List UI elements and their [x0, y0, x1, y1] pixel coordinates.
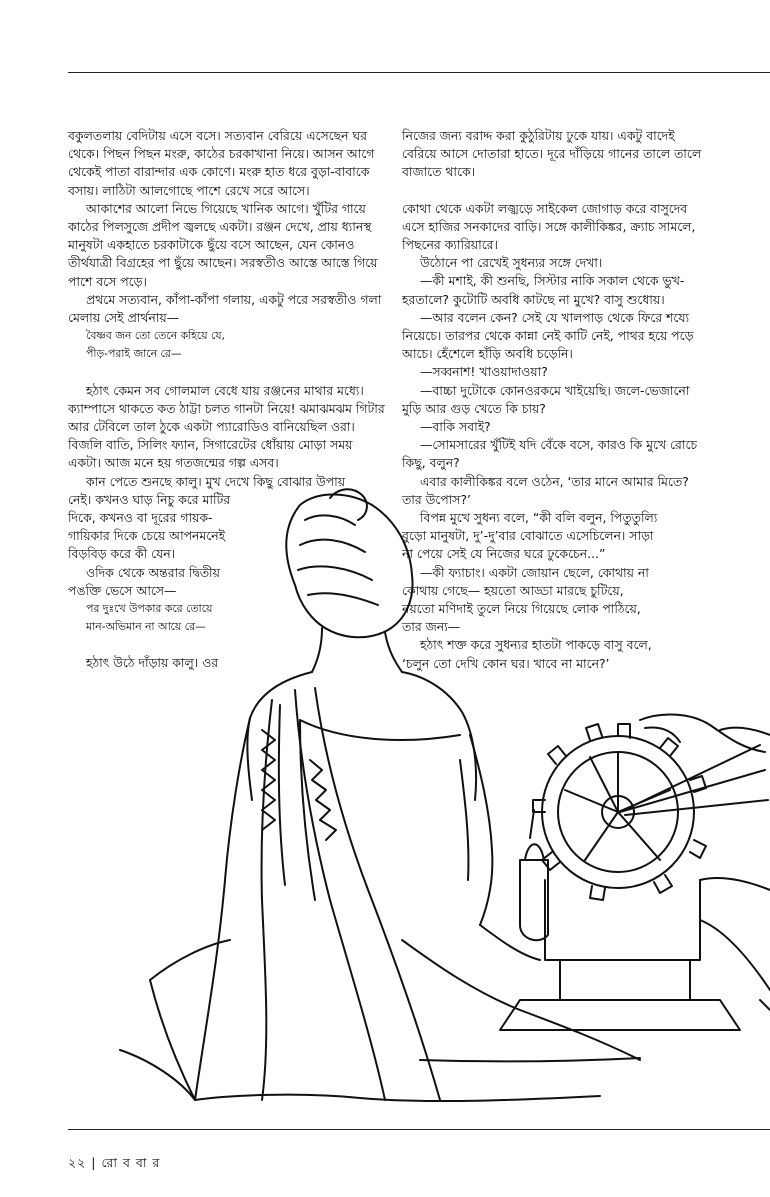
- text-line: বকুলতলায় বেদিটায় এসে বসে। সত্যবান বেরিয়ে এসেছেন ঘর: [68, 128, 367, 143]
- text-line: বিড়বিড় করে কী যেন।: [68, 546, 176, 562]
- text-line: হঠাৎ উঠে দাঁড়ায় কালু। ওর: [86, 655, 219, 671]
- text-line: আচে। হেঁশেলে হাঁড়ি অবধি চড়েনি।: [402, 346, 573, 362]
- text-line: —কী মশাই, কী শুনছি, সিস্টার নাকি সকাল থেকে ভুখ-: [420, 273, 685, 289]
- magazine-name: রো ব বা র: [101, 1155, 161, 1170]
- text-line: প্রথমে সত্যবান, কাঁপা-কাঁপা গলায়, একটু পরে সরস্বতীও গলা: [86, 291, 382, 307]
- top-rule: [68, 72, 770, 73]
- page-footer: [68, 1155, 160, 1175]
- page-number: ২২: [68, 1155, 87, 1170]
- text-line: গায়িকার দিকে চেয়ে আপনমনেই: [68, 528, 226, 544]
- text-line: বিজলি বাতি, সিলিং ফ্যান, সিগারেটের ধোঁয়ায় মোড়া সময়: [68, 437, 353, 453]
- text-line: উঠোনে পা রেখেই সুধন্যর সঙ্গে দেখা।: [420, 255, 603, 271]
- text-line: —সোমসারের খুঁটিই যদি বেঁকে বসে, কারও কি মুখে রোচে: [420, 437, 698, 453]
- text-line: একটা। আজ মনে হয় গতজন্মের গল্প এসব।: [68, 455, 279, 471]
- verse-line: পীড়-পরাই জানে রে—: [86, 347, 182, 361]
- text-line: কোথা থেকে একটা লজ্ঝড়ে সাইকেল জোগাড় করে বাসুদেব: [402, 200, 688, 216]
- text-line: এবার কালীকিঙ্কর বলে ওঠেন, ‘তার মানে আমার মিতে?: [420, 473, 689, 489]
- text-line: —বাচ্চা দুটোকে কোনওরকমে খাইয়েছি। জলে-ভেজানো: [420, 382, 690, 398]
- text-line: নেই। কখনও ঘাড় নিচু করে মাটির: [68, 491, 231, 507]
- text-line: তার উপোস?’: [402, 491, 471, 507]
- text-line: কিছু, বলুন?: [402, 455, 460, 471]
- text-line: পিছনের ক্যারিয়ারে।: [402, 237, 498, 253]
- text-line: পাশে বসে পড়ে।: [68, 273, 147, 289]
- text-line: —বাকি সবাই?: [420, 419, 491, 435]
- text-line: হঠাৎ কেমন সব গোলমাল বেধে যায় রঞ্জনের মাথার মধ্যে।: [86, 382, 364, 398]
- text-line: মুড়ি আর গুড় খেতে কি চায়?: [402, 400, 546, 416]
- text-line: হরতালে? কুটোটি অবধি কাটছে না মুখে? বাসু শুধোয়।: [402, 291, 665, 307]
- text-line: দিকে, কখনও বা দূরের গায়ক-: [68, 510, 213, 526]
- verse-line: পর দুঃখে উপকার করে তোয়ে: [86, 602, 213, 616]
- verse-line: বৈষ্ণব জন তো তেনে কহিয়ে যে,: [86, 329, 225, 343]
- text-line: ‘চলুন তো দেখি কোন ঘর। খাবে না মানে?’: [402, 655, 610, 671]
- text-line: তীর্থযাত্রী বিগ্রহের পা ছুঁয়ে আছেন। সরস্বতীও আস্তে আস্তে গিয়ে: [68, 255, 378, 271]
- text-line: —আর বলেন কেন? সেই যে খালপাড় থেকে ফিরে শয্যে: [420, 309, 690, 325]
- text-line: —সব্বনাশ! খাওয়াদাওয়া?: [420, 364, 548, 380]
- paragraph-spacer: [402, 182, 764, 200]
- verse-line: মান-অভিমান না আয়ে রে—: [86, 620, 206, 634]
- text-line: কোথায় গেছে— হয়তো আড্ডা মারছে চুটিয়ে,: [402, 582, 624, 598]
- text-line: আকাশের আলো নিভে গিয়েছে খানিক আগে। খুঁটির গায়ে: [86, 200, 366, 216]
- text-line: পঙক্তি ভেসে আসে—: [68, 582, 177, 598]
- footer-separator: |: [91, 1155, 97, 1170]
- bottom-rule: [68, 1129, 770, 1130]
- text-line: এসে হাজির সনকাদের বাড়ি। সঙ্গে কালীকিঙ্কর, ক্র্যাচ সামলে,: [402, 218, 696, 234]
- text-line: আর টেবিলে তাল ঠুকে একটা প্যারোডিও বানিয়েছিল ওরা।: [68, 419, 355, 435]
- paragraph-spacer: [68, 636, 390, 654]
- text-line: ক্যাম্পাসে থাকতে কত ঠাট্টা চলত গানটা নিয়ে! ঝমাঝমঝম গিটার: [68, 400, 385, 416]
- text-line: বেরিয়ে আসে দোতারা হাতে। দূরে দাঁড়িয়ে গানের তালে তালে: [402, 146, 702, 162]
- text-line: বাজাতে থাকে।: [402, 164, 476, 180]
- text-line: থেকে। পিছন পিছন মংরু, কাঠের চরকাখানা নিয়ে। আসন আগে: [68, 146, 375, 162]
- text-line: মেলায় সেই প্রার্থনায়—: [68, 310, 180, 326]
- text-line: নয়তো মণিদাই তুলে নিয়ে গিয়েছে লোক পাঠিয়ে,: [402, 601, 641, 617]
- text-line: হঠাৎ শক্ত করে সুধন্যর হাতটা পাকড়ে বাসু বলে,: [420, 637, 652, 653]
- text-line: ওদিক থেকে অন্তরার দ্বিতীয়: [86, 564, 220, 580]
- text-line: থেকেই পাতা বারান্দার এক কোণে। মংরু হাত ধরে বুড়া-বাবাকে: [68, 164, 370, 180]
- text-line: কান পেতে শুনছে কালু। মুখ দেখে কিছু বোঝার উপায়: [86, 473, 346, 489]
- text-line: —কী ফ্যাচাং। একটা জোয়ান ছেলে, কোথায় না: [420, 564, 649, 580]
- paragraph-spacer: [68, 364, 390, 382]
- text-line: মানুষটা একহাতে চরকাটাকে ছুঁয়ে বসে আছেন, যেন কোনও: [68, 237, 355, 253]
- text-line: তার জন্য—: [402, 619, 461, 635]
- left-text-column: [68, 127, 390, 673]
- text-line: বসায়। লাঠিটা আলগোছে পাশে রেখে সরে আসে।: [68, 182, 310, 198]
- text-line: নিয়েচে। তারপর থেকে কান্না নেই কাটি নেই, পাথর হয়ে পড়ে: [402, 328, 694, 344]
- text-line: বুড়ো মানুষটা, দু’-দু’বার বোঝাতে এসেচিলেন। সাড়া: [402, 528, 654, 544]
- text-line: না পেয়ে সেই যে নিজের ঘরে ঢুকেচেন...”: [402, 546, 606, 562]
- text-line: কাঠের পিলসুজে প্রদীপ জ্বলছে একটা। রঞ্জন দেখে, প্রায় ধ্যানস্থ: [68, 219, 372, 235]
- text-line: বিপন্ন মুখে সুধন্য বলে, “কী বলি বলুন, পিতুতুল্যি: [420, 510, 658, 526]
- text-line: নিজের জন্য বরাদ্দ করা কুঠুরিটায় ঢুকে যায়। একটু বাদেই: [402, 128, 675, 143]
- right-text-column: [402, 127, 764, 673]
